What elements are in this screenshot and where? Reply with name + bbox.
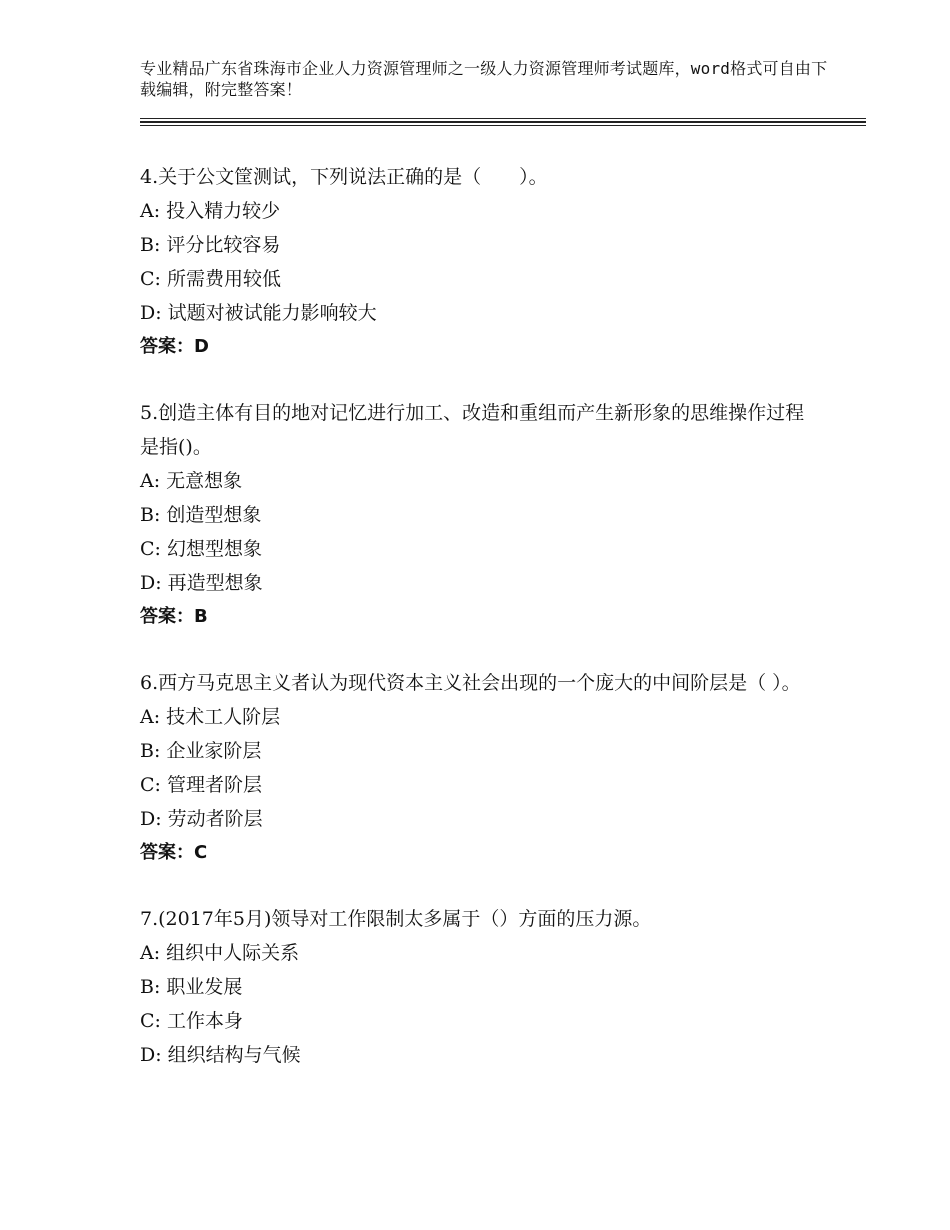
answer: 答案：D — [140, 336, 209, 357]
option-d: D: 再造型想象 — [140, 572, 263, 594]
header-rule-top — [140, 118, 866, 119]
option-b: B: 评分比较容易 — [140, 234, 281, 256]
option-b: B: 创造型想象 — [140, 504, 262, 526]
answer: 答案：B — [140, 606, 208, 627]
document-header: 专业精品广东省珠海市企业人力资源管理师之一级人力资源管理师考试题库，word格式可自由下载编辑，附完整答案！ — [140, 59, 828, 99]
answer: 答案：C — [140, 842, 208, 863]
option-a: A: 技术工人阶层 — [140, 706, 281, 728]
option-b: B: 企业家阶层 — [140, 740, 262, 762]
option-d: D: 劳动者阶层 — [140, 808, 263, 830]
option-c: C: 所需费用较低 — [140, 268, 281, 290]
option-c: C: 管理者阶层 — [140, 774, 262, 796]
question-text: 7.(2017年5月)领导对工作限制太多属于（）方面的压力源。 — [140, 908, 652, 930]
question-6 — [140, 666, 820, 870]
question-5 — [140, 396, 820, 634]
option-d: D: 试题对被试能力影响较大 — [140, 302, 377, 324]
question-text: 6.西方马克思主义者认为现代资本主义社会出现的一个庞大的中间阶层是（ ）。 — [140, 672, 801, 694]
question-7 — [140, 902, 820, 1072]
question-4 — [140, 160, 820, 364]
option-b: B: 职业发展 — [140, 976, 243, 998]
question-list — [140, 160, 820, 1104]
header-rule-middle — [140, 121, 866, 123]
option-d: D: 组织结构与气候 — [140, 1044, 301, 1066]
option-c: C: 幻想型想象 — [140, 538, 262, 560]
question-text: 4.关于公文筐测试，下列说法正确的是（ ）。 — [140, 166, 548, 188]
option-c: C: 工作本身 — [140, 1010, 243, 1032]
option-a: A: 无意想象 — [140, 470, 243, 492]
option-a: A: 投入精力较少 — [140, 200, 281, 222]
question-text: 5.创造主体有目的地对记忆进行加工、改造和重组而产生新形象的思维操作过程是指()。 — [140, 402, 805, 458]
option-a: A: 组织中人际关系 — [140, 942, 300, 964]
header-rule-bottom — [140, 125, 866, 126]
